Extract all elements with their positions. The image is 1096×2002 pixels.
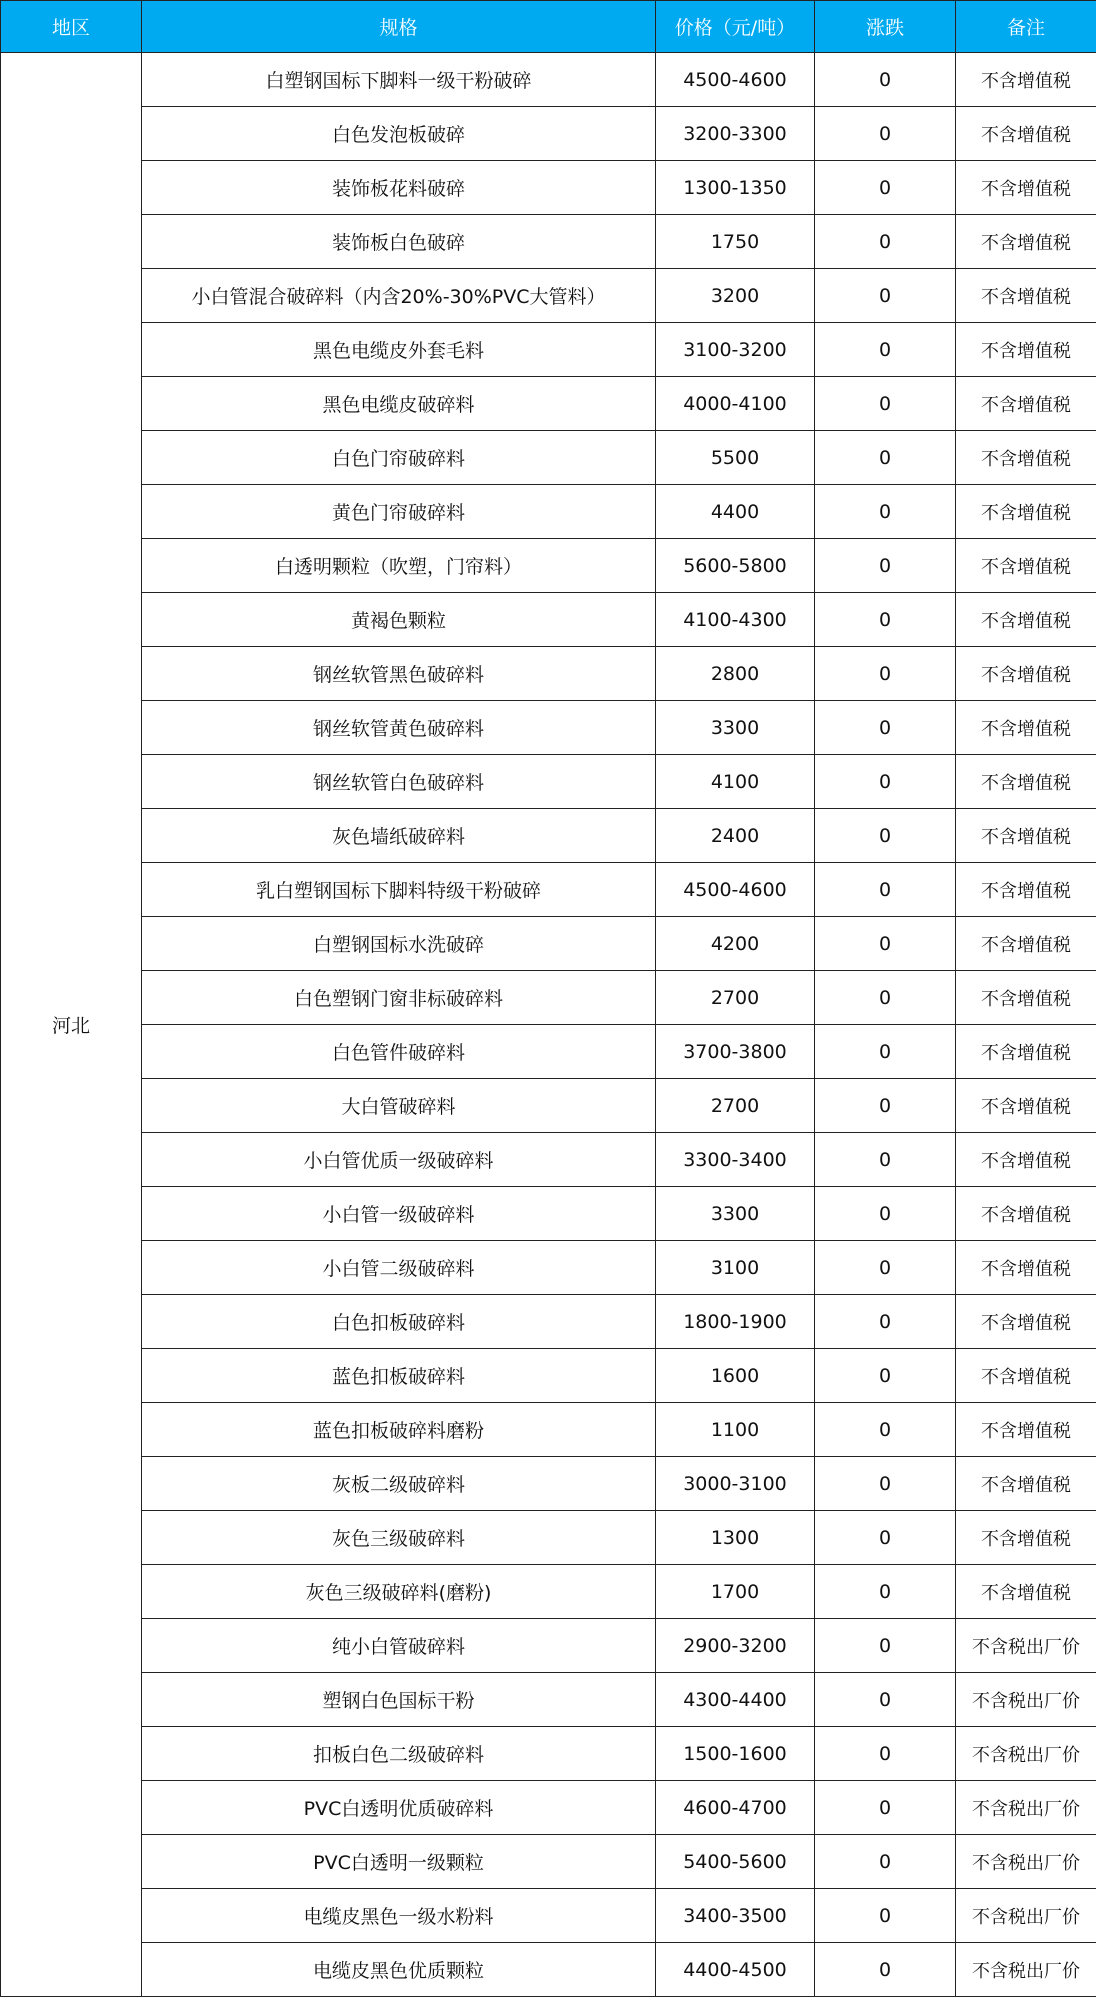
header-price: 价格（元/吨）	[656, 1, 815, 53]
change-cell: 0	[815, 53, 956, 107]
note-cell: 不含增值税	[956, 53, 1096, 107]
table-row	[1, 1511, 1096, 1565]
spec-cell: 黑色电缆皮外套毛料	[142, 323, 656, 377]
change-cell: 0	[815, 917, 956, 971]
spec-cell: 小白管混合破碎料（内含20%-30%PVC大管料）	[142, 269, 656, 323]
table-row	[1, 1295, 1096, 1349]
change-cell: 0	[815, 647, 956, 701]
note-cell: 不含增值税	[956, 1403, 1096, 1457]
change-cell: 0	[815, 809, 956, 863]
spec-cell: 白色发泡板破碎	[142, 107, 656, 161]
price-cell: 2700	[656, 971, 815, 1025]
note-cell: 不含增值税	[956, 377, 1096, 431]
note-cell: 不含增值税	[956, 809, 1096, 863]
table-row	[1, 755, 1096, 809]
spec-cell: 钢丝软管黄色破碎料	[142, 701, 656, 755]
price-cell: 4600-4700	[656, 1781, 815, 1835]
note-cell: 不含增值税	[956, 539, 1096, 593]
spec-cell: 钢丝软管黑色破碎料	[142, 647, 656, 701]
spec-cell: 黄褐色颗粒	[142, 593, 656, 647]
note-cell: 不含增值税	[956, 647, 1096, 701]
price-cell: 1100	[656, 1403, 815, 1457]
change-cell: 0	[815, 323, 956, 377]
spec-cell: 蓝色扣板破碎料磨粉	[142, 1403, 656, 1457]
table-row	[1, 1079, 1096, 1133]
table-row	[1, 1133, 1096, 1187]
change-cell: 0	[815, 1835, 956, 1889]
table-row	[1, 1025, 1096, 1079]
price-cell: 3700-3800	[656, 1025, 815, 1079]
table-row	[1, 1673, 1096, 1727]
change-cell: 0	[815, 1295, 956, 1349]
spec-cell: 小白管一级破碎料	[142, 1187, 656, 1241]
spec-cell: 塑钢白色国标干粉	[142, 1673, 656, 1727]
note-cell: 不含增值税	[956, 755, 1096, 809]
note-cell: 不含税出厂价	[956, 1673, 1096, 1727]
table-row	[1, 1349, 1096, 1403]
header-spec: 规格	[142, 1, 656, 53]
table-row	[1, 1781, 1096, 1835]
change-cell: 0	[815, 1619, 956, 1673]
header-region: 地区	[1, 1, 142, 53]
table-row	[1, 1565, 1096, 1619]
table-row	[1, 1727, 1096, 1781]
note-cell: 不含增值税	[956, 1133, 1096, 1187]
region-cell: 河北	[1, 53, 142, 1997]
table-row	[1, 215, 1096, 269]
price-cell: 1750	[656, 215, 815, 269]
note-cell: 不含增值税	[956, 485, 1096, 539]
spec-cell: 灰色三级破碎料	[142, 1511, 656, 1565]
note-cell: 不含税出厂价	[956, 1889, 1096, 1943]
price-cell: 2700	[656, 1079, 815, 1133]
price-cell: 3300-3400	[656, 1133, 815, 1187]
price-cell: 1700	[656, 1565, 815, 1619]
price-cell: 1600	[656, 1349, 815, 1403]
note-cell: 不含增值税	[956, 161, 1096, 215]
note-cell: 不含增值税	[956, 215, 1096, 269]
price-cell: 4300-4400	[656, 1673, 815, 1727]
change-cell: 0	[815, 1673, 956, 1727]
price-cell: 1300-1350	[656, 161, 815, 215]
header-note: 备注	[956, 1, 1096, 53]
table-row	[1, 539, 1096, 593]
table-header	[1, 1, 1096, 53]
price-cell: 3400-3500	[656, 1889, 815, 1943]
spec-cell: 黄色门帘破碎料	[142, 485, 656, 539]
note-cell: 不含增值税	[956, 1565, 1096, 1619]
price-cell: 4000-4100	[656, 377, 815, 431]
table-row	[1, 701, 1096, 755]
note-cell: 不含增值税	[956, 593, 1096, 647]
spec-cell: 灰色墙纸破碎料	[142, 809, 656, 863]
spec-cell: 白色扣板破碎料	[142, 1295, 656, 1349]
price-cell: 4500-4600	[656, 863, 815, 917]
spec-cell: 钢丝软管白色破碎料	[142, 755, 656, 809]
change-cell: 0	[815, 377, 956, 431]
change-cell: 0	[815, 107, 956, 161]
note-cell: 不含税出厂价	[956, 1619, 1096, 1673]
price-cell: 3300	[656, 1187, 815, 1241]
price-cell: 3100-3200	[656, 323, 815, 377]
price-cell: 2900-3200	[656, 1619, 815, 1673]
table-row	[1, 1619, 1096, 1673]
spec-cell: 扣板白色二级破碎料	[142, 1727, 656, 1781]
table-row	[1, 1457, 1096, 1511]
change-cell: 0	[815, 1025, 956, 1079]
table-row	[1, 593, 1096, 647]
price-cell: 1500-1600	[656, 1727, 815, 1781]
note-cell: 不含增值税	[956, 323, 1096, 377]
change-cell: 0	[815, 1241, 956, 1295]
change-cell: 0	[815, 593, 956, 647]
change-cell: 0	[815, 1781, 956, 1835]
note-cell: 不含增值税	[956, 971, 1096, 1025]
change-cell: 0	[815, 971, 956, 1025]
price-cell: 4400	[656, 485, 815, 539]
price-cell: 5400-5600	[656, 1835, 815, 1889]
table-row	[1, 1403, 1096, 1457]
price-cell: 4100	[656, 755, 815, 809]
price-cell: 2800	[656, 647, 815, 701]
price-cell: 3000-3100	[656, 1457, 815, 1511]
change-cell: 0	[815, 269, 956, 323]
note-cell: 不含增值税	[956, 1349, 1096, 1403]
note-cell: 不含增值税	[956, 1079, 1096, 1133]
table-row	[1, 107, 1096, 161]
price-cell: 4400-4500	[656, 1943, 815, 1997]
change-cell: 0	[815, 1943, 956, 1997]
change-cell: 0	[815, 1727, 956, 1781]
price-cell: 4500-4600	[656, 53, 815, 107]
spec-cell: 白色门帘破碎料	[142, 431, 656, 485]
note-cell: 不含增值税	[956, 1241, 1096, 1295]
spec-cell: 白透明颗粒（吹塑，门帘料）	[142, 539, 656, 593]
note-cell: 不含增值税	[956, 1187, 1096, 1241]
note-cell: 不含税出厂价	[956, 1835, 1096, 1889]
table-row	[1, 377, 1096, 431]
change-cell: 0	[815, 1889, 956, 1943]
change-cell: 0	[815, 1565, 956, 1619]
table-row	[1, 863, 1096, 917]
spec-cell: PVC白透明一级颗粒	[142, 1835, 656, 1889]
change-cell: 0	[815, 431, 956, 485]
spec-cell: 乳白塑钢国标下脚料特级干粉破碎	[142, 863, 656, 917]
change-cell: 0	[815, 539, 956, 593]
change-cell: 0	[815, 701, 956, 755]
table-row	[1, 809, 1096, 863]
table-row	[1, 269, 1096, 323]
spec-cell: 电缆皮黑色一级水粉料	[142, 1889, 656, 1943]
price-cell: 3100	[656, 1241, 815, 1295]
note-cell: 不含增值税	[956, 1457, 1096, 1511]
table-row	[1, 323, 1096, 377]
price-cell: 4100-4300	[656, 593, 815, 647]
change-cell: 0	[815, 1079, 956, 1133]
spec-cell: 小白管优质一级破碎料	[142, 1133, 656, 1187]
change-cell: 0	[815, 755, 956, 809]
change-cell: 0	[815, 1349, 956, 1403]
spec-cell: PVC白透明优质破碎料	[142, 1781, 656, 1835]
price-cell: 3200-3300	[656, 107, 815, 161]
change-cell: 0	[815, 1133, 956, 1187]
spec-cell: 灰板二级破碎料	[142, 1457, 656, 1511]
change-cell: 0	[815, 485, 956, 539]
spec-cell: 蓝色扣板破碎料	[142, 1349, 656, 1403]
spec-cell: 白色管件破碎料	[142, 1025, 656, 1079]
note-cell: 不含增值税	[956, 1025, 1096, 1079]
table-row	[1, 161, 1096, 215]
table-row	[1, 485, 1096, 539]
spec-cell: 黑色电缆皮破碎料	[142, 377, 656, 431]
spec-cell: 白色塑钢门窗非标破碎料	[142, 971, 656, 1025]
table-row	[1, 1943, 1096, 1997]
note-cell: 不含增值税	[956, 1511, 1096, 1565]
table-row	[1, 1889, 1096, 1943]
spec-cell: 装饰板花料破碎	[142, 161, 656, 215]
note-cell: 不含税出厂价	[956, 1727, 1096, 1781]
table-row	[1, 1835, 1096, 1889]
change-cell: 0	[815, 1511, 956, 1565]
price-cell: 1800-1900	[656, 1295, 815, 1349]
table-row	[1, 917, 1096, 971]
note-cell: 不含税出厂价	[956, 1781, 1096, 1835]
price-cell: 3300	[656, 701, 815, 755]
table-row	[1, 431, 1096, 485]
change-cell: 0	[815, 161, 956, 215]
change-cell: 0	[815, 863, 956, 917]
spec-cell: 小白管二级破碎料	[142, 1241, 656, 1295]
note-cell: 不含增值税	[956, 863, 1096, 917]
spec-cell: 装饰板白色破碎	[142, 215, 656, 269]
price-cell: 5500	[656, 431, 815, 485]
price-cell: 3200	[656, 269, 815, 323]
spec-cell: 大白管破碎料	[142, 1079, 656, 1133]
note-cell: 不含增值税	[956, 431, 1096, 485]
spec-cell: 白塑钢国标下脚料一级干粉破碎	[142, 53, 656, 107]
note-cell: 不含增值税	[956, 1295, 1096, 1349]
price-cell: 4200	[656, 917, 815, 971]
change-cell: 0	[815, 1403, 956, 1457]
note-cell: 不含增值税	[956, 917, 1096, 971]
spec-cell: 灰色三级破碎料(磨粉)	[142, 1565, 656, 1619]
table-row	[1, 1187, 1096, 1241]
price-cell: 5600-5800	[656, 539, 815, 593]
table-row	[1, 971, 1096, 1025]
change-cell: 0	[815, 215, 956, 269]
table-row	[1, 647, 1096, 701]
header-change: 涨跌	[815, 1, 956, 53]
price-cell: 2400	[656, 809, 815, 863]
table-row	[1, 53, 1096, 107]
note-cell: 不含税出厂价	[956, 1943, 1096, 1997]
price-cell: 1300	[656, 1511, 815, 1565]
note-cell: 不含增值税	[956, 701, 1096, 755]
spec-cell: 纯小白管破碎料	[142, 1619, 656, 1673]
header-row	[1, 1, 1096, 53]
spec-cell: 白塑钢国标水洗破碎	[142, 917, 656, 971]
table-row	[1, 1241, 1096, 1295]
note-cell: 不含增值税	[956, 107, 1096, 161]
spec-cell: 电缆皮黑色优质颗粒	[142, 1943, 656, 1997]
change-cell: 0	[815, 1187, 956, 1241]
note-cell: 不含增值税	[956, 269, 1096, 323]
table-body	[1, 53, 1096, 1997]
change-cell: 0	[815, 1457, 956, 1511]
